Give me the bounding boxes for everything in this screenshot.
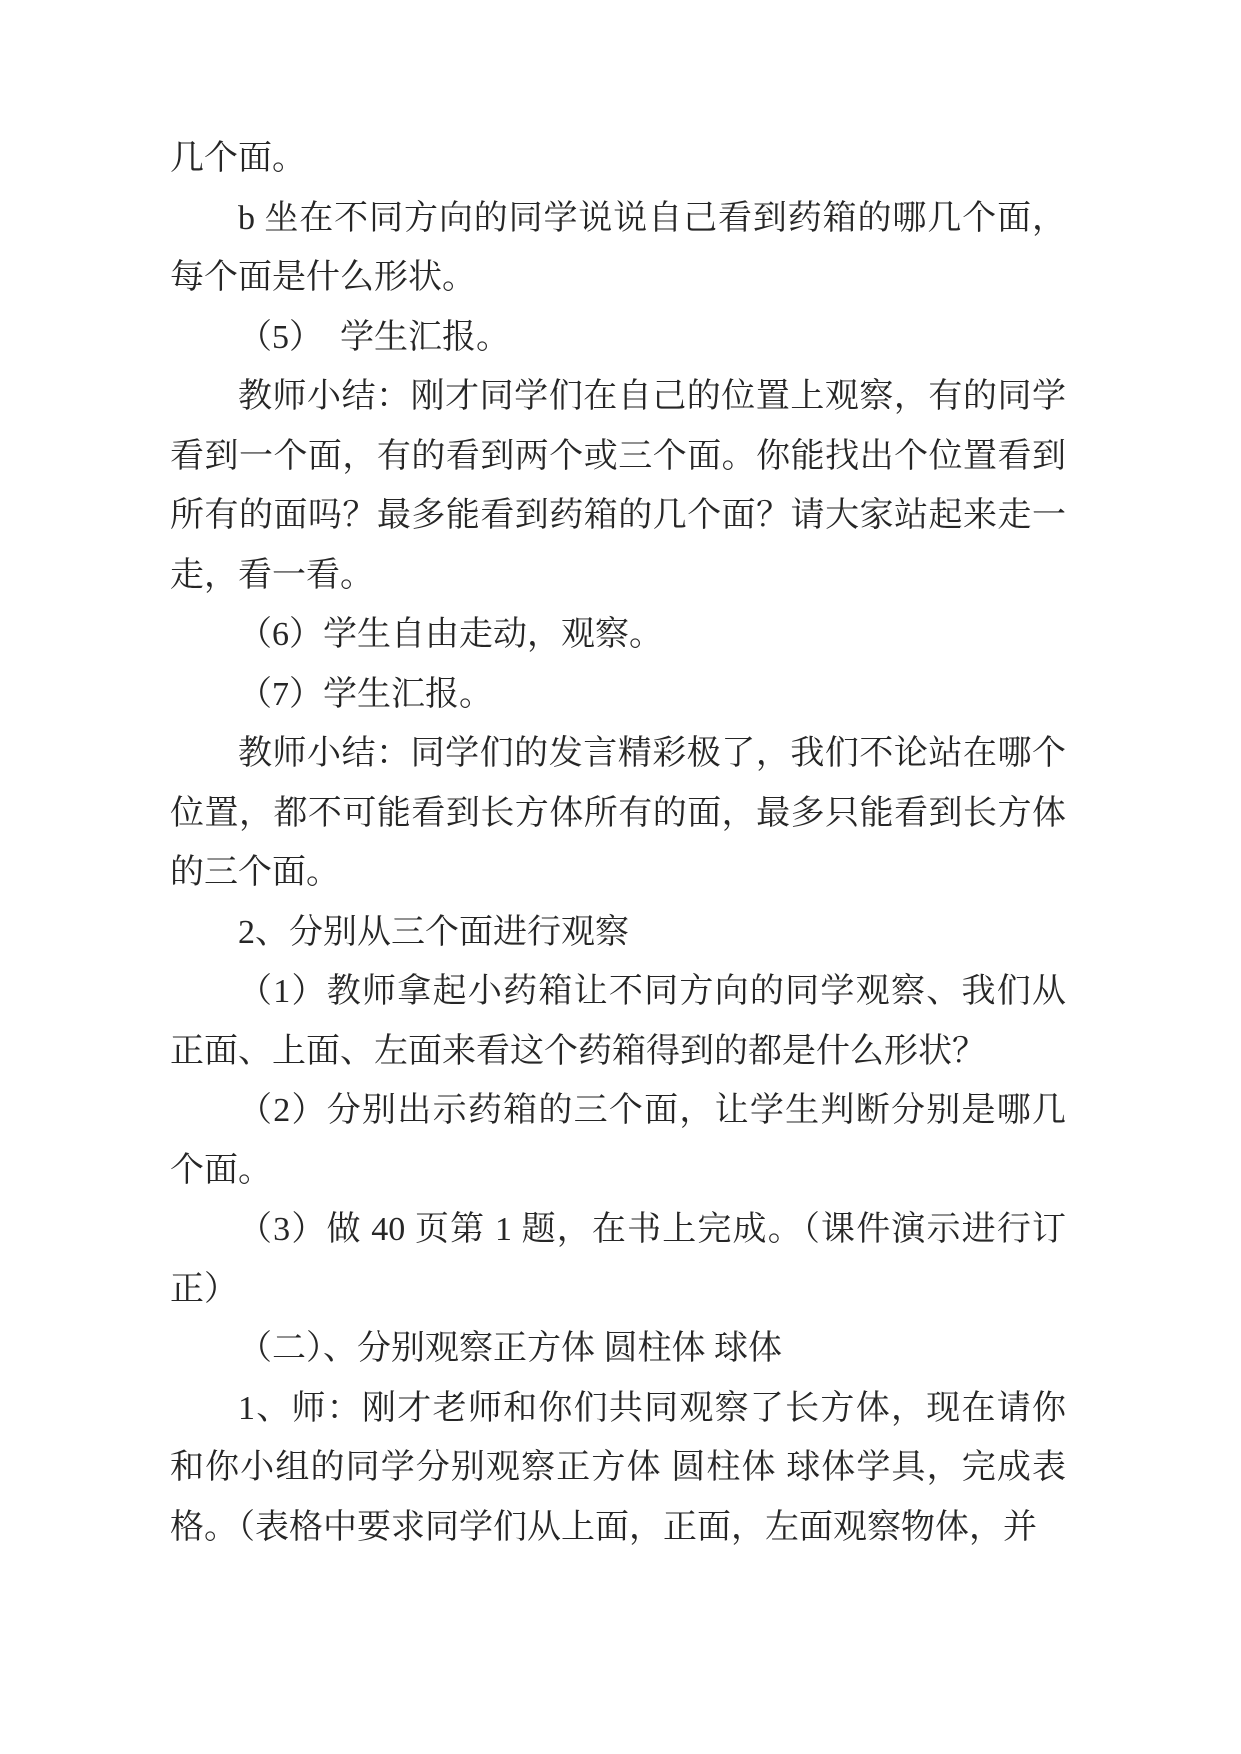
paragraph-teacher-summary-2: 教师小结：同学们的发言精彩极了，我们不论站在哪个位置，都不可能看到长方体所有的面，最多只能看到长方体的三个面。: [170, 735, 1066, 891]
paragraph-step-6: （6）学生自由走动，观察。: [238, 616, 663, 653]
paragraph-item-b: b 坐在不同方向的同学说说自己看到药箱的哪几个面，每个面是什么形状。: [170, 199, 1066, 296]
paragraph-step-7: （7）学生汇报。: [238, 675, 493, 713]
document-text-block: [170, 129, 1066, 1557]
paragraph-teacher-summary-1: 教师小结：刚才同学们在自己的位置上观察，有的同学看到一个面，有的看到两个或三个面。你能找出个位置看到所有的面吗？最多能看到药箱的几个面？请大家站起来走一走，看一看。: [170, 378, 1066, 594]
paragraph-section-two-heading: （二）、分别观察正方体 圆柱体 球体: [238, 1330, 782, 1367]
paragraph-continuation: 几个面。: [170, 140, 306, 177]
paragraph-step-3: （3）做 40 页第 1 题，在书上完成。（课件演示进行订正）: [170, 1211, 1066, 1308]
paragraph-teacher-instruction: 1、师：刚才老师和你们共同观察了长方体，现在请你和你小组的同学分别观察正方体 圆柱体 球体学具，完成表格。（表格中要求同学们从上面，正面，左面观察物体，并: [170, 1389, 1066, 1546]
paragraph-section-2-heading: 2、分别从三个面进行观察: [238, 913, 629, 951]
paragraph-step-5: （5） 学生汇报。: [238, 318, 510, 356]
paragraph-step-2: （2）分别出示药箱的三个面，让学生判断分别是哪几个面。: [170, 1092, 1066, 1189]
paragraph-step-1: （1）教师拿起小药箱让不同方向的同学观察、我们从正面、上面、左面来看这个药箱得到的都是什么形状？: [170, 973, 1066, 1070]
